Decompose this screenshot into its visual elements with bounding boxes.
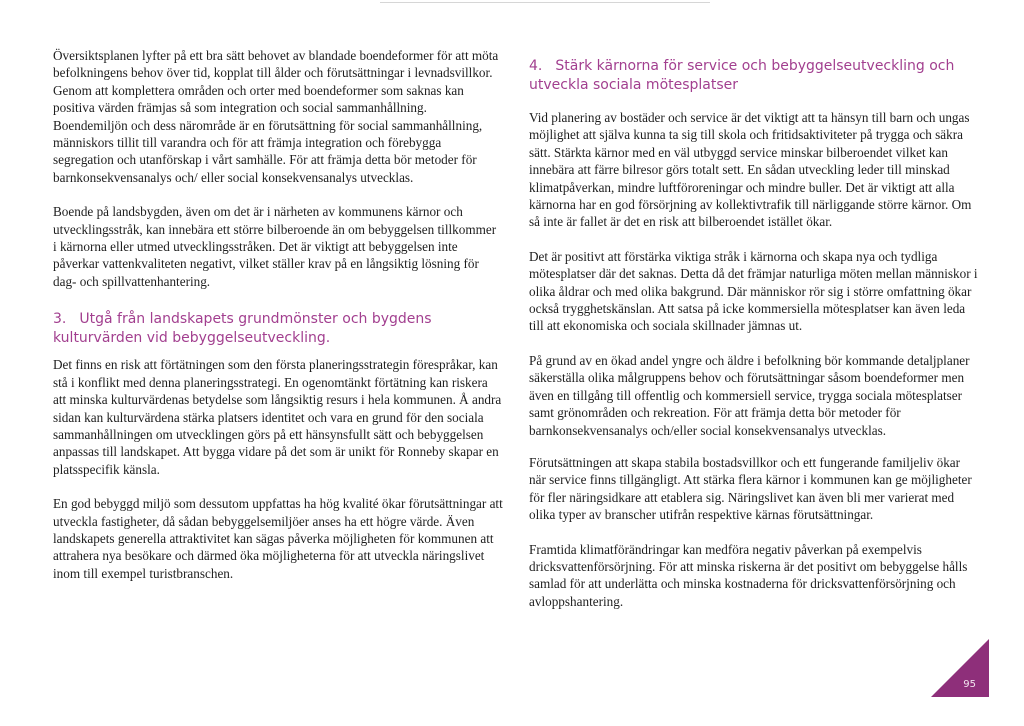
body-paragraph: En god bebyggd miljö som dessutom uppfattas ha hög kvalité ökar förutsättningar att utveckla fastigheter, då sådan bebyggelsemiljöer anses ha ett högre värde. Även landskapets generella attraktivitet kan sägas påverka möjligheten för kommunen att attrahera nya besökare och därmed öka möjligheterna för att utveckla näringslivet inom till exempel turistbranschen. xyxy=(53,496,503,581)
body-paragraph: Översiktsplanen lyfter på ett bra sätt behovet av blandade boendeformer för att möta befolkningens behov över tid, kopplat till ålder och förutsättningar i levnadsvillkor. Genom att komplettera områden och orter med boendeformer som saknas kan positiva värden främjas så som integration och social sammanhållning. Boendemiljön och dess närområde är en förutsättning för social sammanhållning, människors tillit till varandra och för att främja integration och förebygga segregation och utanförskap i vårt samhälle. För att främja detta bör metoder för barnkonsekvensanalys och/ eller social konsekvensanalys utvecklas. xyxy=(53,48,499,185)
heading-number: 3. xyxy=(53,311,67,328)
left-column xyxy=(53,47,503,599)
page-number: 95 xyxy=(963,679,976,690)
section-heading-3 xyxy=(53,310,503,347)
top-divider xyxy=(380,2,710,3)
section-heading-4 xyxy=(529,57,979,94)
heading-text: Stärk kärnorna för service och bebyggelseutveckling och utveckla sociala mötesplatser xyxy=(529,58,955,93)
page-corner-triangle xyxy=(931,639,989,697)
heading-text: Utgå från landskapets grundmönster och bygdens kulturvärden vid bebyggelseutveckling. xyxy=(53,311,432,346)
right-column xyxy=(529,47,979,627)
body-paragraph: Vid planering av bostäder och service är det viktigt att ta hänsyn till barn och ungas möjlighet att själva kunna ta sig till skola och fritidsaktiviteter på trygga och säkra sätt. Stärkta kärnor med en väl utbyggd service minskar bilberoendet vilket kan innebära att färre bilresor görs totalt sett. En sådan utveckling leder till minskad klimatpåverkan, mindre luftföroreningar och mindre buller. Det är viktigt att alla kärnorna har en god försörjning av kollektivtrafik till närliggande större kärnor. Om så inte är fallet är det en risk att bilberoendet istället ökar. xyxy=(529,110,972,230)
body-paragraph: Förutsättningen att skapa stabila bostadsvillkor och ett fungerande familjeliv ökar när service finns tillgängligt. Att stärka flera kärnor i kommunen kan ge möjligheter för fler näringsidkare att etablera sig. Näringslivet kan även bli mer varierat med olika typer av branscher utifrån respektive kärnas förutsättningar. xyxy=(529,454,972,523)
body-paragraph: Framtida klimatförändringar kan medföra negativ påverkan på exempelvis dricksvattenförsörjning. För att minska riskerna är det positivt om bebyggelse hålls samlad för att underlätta och minska kostnaderna för dricksvattenförsörjning och avloppshantering. xyxy=(529,541,968,609)
body-paragraph: Det finns en risk att förtätningen som den första planeringsstrategin förespråkar, kan stå i konflikt med denna planeringsstrategi. En ogenomtänkt förtätning kan riskera att minska kulturvärdenas betydelse som långsiktig resurs i hela kommunen. Å andra sidan kan kulturvärdena stärka platsers identitet och vara en grund för den sociala sammanhållningen om utvecklingen görs på ett hänsynsfullt sätt och bebyggelsen anpassas till landskapet. Att bygga vidare på det som är unikt för Ronneby skapar en platsspecifik känsla. xyxy=(53,357,502,477)
body-paragraph: Det är positivt att förstärka viktiga stråk i kärnorna och skapa nya och tydliga mötesplatser där det saknas. Detta då det främjar naturliga möten mellan människor i olika åldrar och med olika bakgrund. Där människor rör sig i större omfattning ökar också trygghetskänslan. Att satsa på icke kommersiella mötesplatser kan även leda till att ekonomiska och sociala skillnader jämnas ut. xyxy=(529,248,978,334)
heading-number: 4. xyxy=(529,58,543,74)
body-paragraph: Boende på landsbygden, även om det är i närheten av kommunens kärnor och utvecklingsstråk, kan innebära ett större bilberoende än om bebyggelsen tillkommer i kärnorna eller utmed utvecklingsstråken. Det är viktigt att bebyggelsen inte påverkar vattenkvaliteten negativt, vilket ställer krav på en långsiktig lösning för dag- och spillvattenhantering. xyxy=(53,204,497,289)
body-paragraph: På grund av en ökad andel yngre och äldre i befolkning bör kommande detaljplaner säkerställa olika målgruppens behov och förutsättningar såsom boendeformer men även en tillgång till offentlig och kommersiell service, trygga sociala mötesplatser samt grönområden och rekreation. För att främja detta bör metoder för barnkonsekvensanalys och/eller social konsekvensanalys utvecklas. xyxy=(529,352,970,438)
